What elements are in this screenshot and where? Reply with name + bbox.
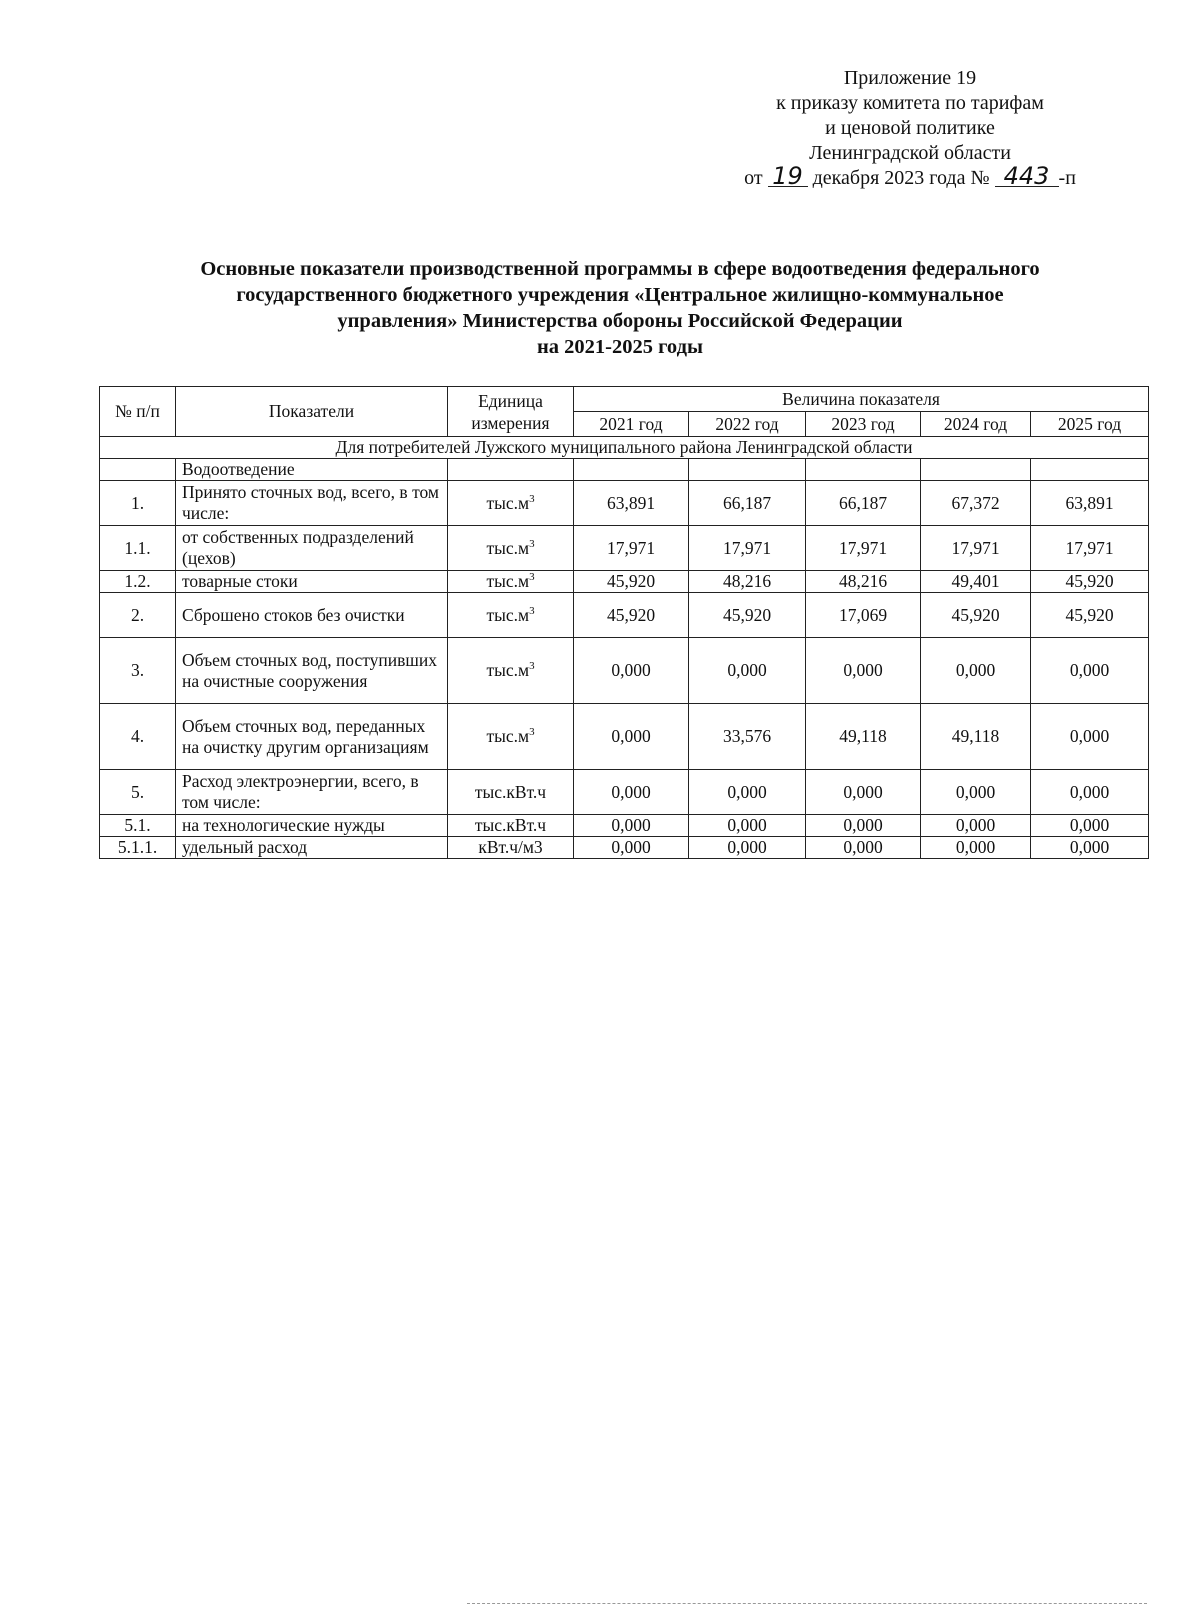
row-indicator-name: Расход электроэнергии, всего, в том числе: bbox=[176, 770, 448, 815]
row-value: 0,000 bbox=[806, 638, 921, 704]
row-value: 0,000 bbox=[806, 815, 921, 837]
row-value: 45,920 bbox=[574, 571, 689, 593]
row-value: 0,000 bbox=[574, 770, 689, 815]
appendix-header bbox=[700, 66, 1120, 191]
row-value: 0,000 bbox=[1031, 837, 1149, 859]
header-year-2025: 2025 год bbox=[1031, 412, 1149, 437]
row-unit bbox=[448, 526, 574, 571]
row-unit bbox=[448, 770, 574, 815]
row-value: 0,000 bbox=[689, 638, 806, 704]
subsection-empty-cell bbox=[689, 459, 806, 481]
row-value: 0,000 bbox=[921, 815, 1031, 837]
row-value: 17,069 bbox=[806, 593, 921, 638]
row-value: 0,000 bbox=[574, 638, 689, 704]
row-indicator-name: Сброшено стоков без очистки bbox=[176, 593, 448, 638]
date-prefix: от bbox=[744, 167, 763, 189]
row-value: 49,118 bbox=[806, 704, 921, 770]
row-indicator-name: Объем сточных вод, поступивших на очистные сооружения bbox=[176, 638, 448, 704]
subsection-empty-cell bbox=[806, 459, 921, 481]
title-line-2: государственного бюджетного учреждения «Центральное жилищно-коммунальное bbox=[236, 284, 1004, 306]
row-unit bbox=[448, 571, 574, 593]
row-value: 48,216 bbox=[806, 571, 921, 593]
unit-superscript: 3 bbox=[529, 726, 535, 739]
row-value: 33,576 bbox=[689, 704, 806, 770]
table-row bbox=[100, 593, 1149, 638]
unit-superscript: 3 bbox=[529, 571, 535, 584]
header-year-2023: 2023 год bbox=[806, 412, 921, 437]
unit-text: тыс.м bbox=[486, 537, 530, 558]
row-value: 17,971 bbox=[574, 526, 689, 571]
subsection-empty-cell bbox=[1031, 459, 1149, 481]
appendix-committee-line: и ценовой политике bbox=[825, 117, 995, 139]
row-value: 0,000 bbox=[574, 704, 689, 770]
row-indicator-name: на технологические нужды bbox=[176, 815, 448, 837]
row-number: 5.1.1. bbox=[100, 837, 176, 859]
row-value: 0,000 bbox=[689, 837, 806, 859]
unit-superscript: 3 bbox=[529, 604, 535, 617]
row-number: 1.2. bbox=[100, 571, 176, 593]
row-indicator-name: удельный расход bbox=[176, 837, 448, 859]
row-value: 0,000 bbox=[806, 770, 921, 815]
row-unit bbox=[448, 593, 574, 638]
row-value: 0,000 bbox=[921, 770, 1031, 815]
unit-text: тыс.м bbox=[486, 726, 530, 746]
row-value: 0,000 bbox=[574, 837, 689, 859]
header-year-2022: 2022 год bbox=[689, 412, 806, 437]
unit-superscript: 3 bbox=[529, 660, 535, 673]
row-value: 0,000 bbox=[806, 837, 921, 859]
header-indicator: Показатели bbox=[176, 387, 448, 437]
row-number: 4. bbox=[100, 704, 176, 770]
row-value: 63,891 bbox=[1031, 481, 1149, 526]
row-value: 45,920 bbox=[921, 593, 1031, 638]
table-row bbox=[100, 571, 1149, 593]
row-number: 3. bbox=[100, 638, 176, 704]
table-row bbox=[100, 638, 1149, 704]
row-value: 63,891 bbox=[574, 481, 689, 526]
appendix-title: Приложение 19 bbox=[843, 67, 977, 89]
header-year-2024: 2024 год bbox=[921, 412, 1031, 437]
unit-superscript: 3 bbox=[529, 492, 535, 505]
row-number: 1.1. bbox=[100, 526, 176, 571]
unit-text: кВт.ч/м3 bbox=[478, 837, 543, 857]
row-unit bbox=[448, 704, 574, 770]
row-value: 45,920 bbox=[689, 593, 806, 638]
appendix-region-line: Ленинградской области bbox=[809, 142, 1011, 164]
date-month-year: декабря 2023 года № bbox=[812, 167, 990, 189]
row-value: 17,971 bbox=[921, 526, 1031, 571]
table-row bbox=[100, 481, 1149, 526]
title-line-1: Основные показатели производственной программы в сфере водоотведения федерального bbox=[200, 258, 1040, 280]
subsection-num-cell bbox=[100, 459, 176, 481]
row-number: 5. bbox=[100, 770, 176, 815]
row-value: 0,000 bbox=[921, 837, 1031, 859]
row-unit bbox=[448, 815, 574, 837]
row-value: 0,000 bbox=[1031, 704, 1149, 770]
table-row bbox=[100, 837, 1149, 859]
unit-text: тыс.кВт.ч bbox=[474, 815, 547, 835]
unit-text: тыс.кВт.ч bbox=[474, 781, 547, 802]
appendix-date-line bbox=[700, 162, 1120, 191]
row-value: 17,971 bbox=[806, 526, 921, 571]
row-value: 0,000 bbox=[1031, 638, 1149, 704]
table-row bbox=[100, 526, 1149, 571]
row-value: 17,971 bbox=[689, 526, 806, 571]
row-value: 66,187 bbox=[806, 481, 921, 526]
row-number: 5.1. bbox=[100, 815, 176, 837]
title-line-3: управления» Министерства обороны Российской Федерации bbox=[337, 310, 903, 332]
unit-text: тыс.м bbox=[486, 660, 530, 680]
row-value: 17,971 bbox=[1031, 526, 1149, 571]
row-value: 0,000 bbox=[574, 815, 689, 837]
header-year-2021: 2021 год bbox=[574, 412, 689, 437]
row-value: 45,920 bbox=[574, 593, 689, 638]
subsection-empty-cell bbox=[921, 459, 1031, 481]
row-value: 0,000 bbox=[1031, 770, 1149, 815]
row-unit bbox=[448, 837, 574, 859]
header-num: № п/п bbox=[100, 387, 176, 437]
table-row bbox=[100, 815, 1149, 837]
table-row bbox=[100, 770, 1149, 815]
row-value: 49,118 bbox=[921, 704, 1031, 770]
subsection-empty-cell bbox=[448, 459, 574, 481]
unit-text: тыс.м bbox=[486, 604, 530, 625]
row-value: 66,187 bbox=[689, 481, 806, 526]
row-value: 0,000 bbox=[1031, 815, 1149, 837]
row-value: 45,920 bbox=[1031, 593, 1149, 638]
header-unit: Единица измерения bbox=[448, 387, 574, 437]
row-unit bbox=[448, 638, 574, 704]
page-bottom-rule bbox=[467, 1603, 1147, 1604]
unit-text: тыс.м bbox=[486, 571, 530, 591]
indicators-table bbox=[99, 386, 1149, 859]
handwritten-number: 443 bbox=[995, 166, 1059, 187]
handwritten-day: 19 bbox=[768, 166, 808, 187]
row-value: 45,920 bbox=[1031, 571, 1149, 593]
unit-superscript: 3 bbox=[529, 537, 535, 550]
row-value: 49,401 bbox=[921, 571, 1031, 593]
number-suffix: -п bbox=[1058, 167, 1076, 189]
header-value-group: Величина показателя bbox=[574, 387, 1149, 412]
document-title bbox=[95, 256, 1145, 360]
table-row bbox=[100, 704, 1149, 770]
row-indicator-name: товарные стоки bbox=[176, 571, 448, 593]
section-row: Для потребителей Лужского муниципального района Ленинградской области bbox=[100, 437, 1149, 459]
row-unit bbox=[448, 481, 574, 526]
row-value: 0,000 bbox=[921, 638, 1031, 704]
row-number: 2. bbox=[100, 593, 176, 638]
row-indicator-name: от собственных подразделений (цехов) bbox=[176, 526, 448, 571]
row-value: 48,216 bbox=[689, 571, 806, 593]
row-value: 0,000 bbox=[689, 770, 806, 815]
row-indicator-name: Объем сточных вод, переданных на очистку другим организациям bbox=[176, 704, 448, 770]
row-indicator-name: Принято сточных вод, всего, в том числе: bbox=[176, 481, 448, 526]
unit-text: тыс.м bbox=[486, 492, 530, 513]
row-value: 67,372 bbox=[921, 481, 1031, 526]
appendix-order-line: к приказу комитета по тарифам bbox=[776, 92, 1044, 114]
row-value: 0,000 bbox=[689, 815, 806, 837]
subsection-label: Водоотведение bbox=[176, 459, 448, 481]
row-number: 1. bbox=[100, 481, 176, 526]
subsection-empty-cell bbox=[574, 459, 689, 481]
title-line-4: на 2021-2025 годы bbox=[537, 336, 703, 358]
